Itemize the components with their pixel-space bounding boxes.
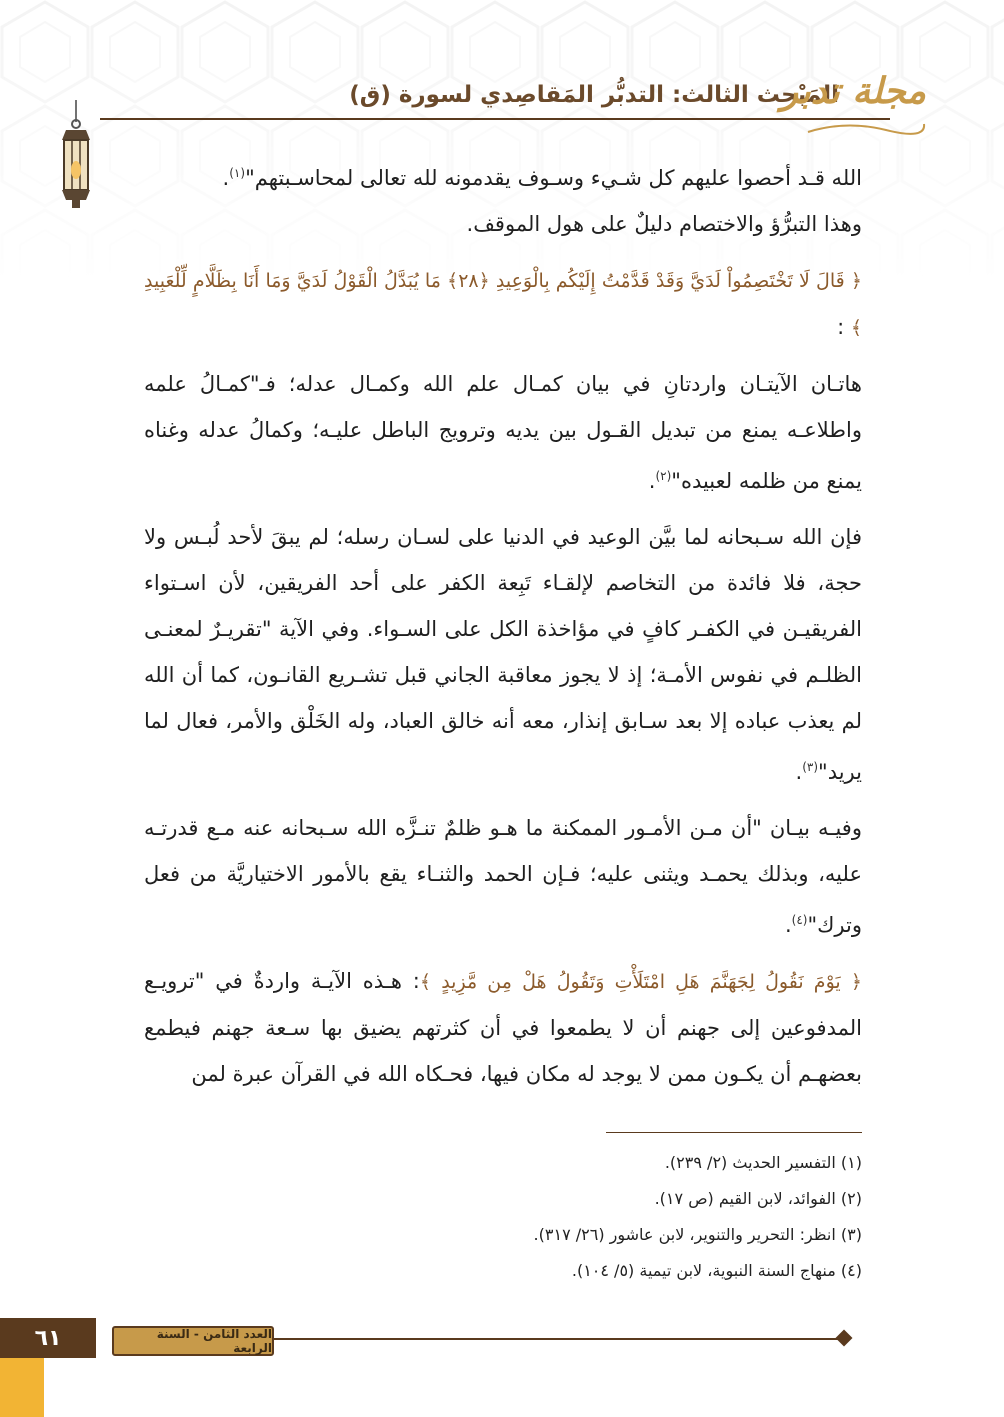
- paragraph-4: وفيـه بيـان "أن مـن الأمـور الممكنة ما هـو ظلمٌ تنـزَّه الله سـبحانه عنه مـع قدرتـه عليه، وبذلك يحمـد ويثنى عليه؛ فـإن الحمد والثنـاء يقع بالأمور الاختياريَّة من فعل وترك"$^{(٤)}$.: [144, 816, 862, 937]
- magazine-logo: مجلة تدبر: [780, 70, 926, 112]
- header-rule: [100, 118, 890, 120]
- footnote-item: (٢) الفوائد، لابن القيم (ص ١٧).: [654, 1189, 862, 1208]
- footnotes: [162, 1145, 862, 1289]
- footnote-ref[interactable]: (٤): [791, 913, 808, 927]
- side-strip: [0, 1358, 44, 1417]
- section-title: المَبْحث الثالث: التدبُّر المَقاصِدي لسورة (ق): [349, 82, 839, 108]
- logo-swash-icon: [806, 118, 926, 138]
- lantern-icon: [52, 100, 100, 220]
- page-number: ٦١: [0, 1318, 96, 1358]
- footnote-ref[interactable]: (٣): [802, 760, 819, 774]
- diamond-icon: [836, 1330, 853, 1347]
- quran-verse-block: ﴿ قَالَ لَا تَخْتَصِمُواْ لَدَيَّ وَقَدْ قَدَّمْتُ إِلَيْكُم بِالْوَعِيدِ ﴿٢٨﴾ مَا يُبَدَّلُ الْقَوْلُ لَدَيَّ وَمَا أَنَا بِظَلَّامٍ لِّلْعَبِيدِ ﴾ :: [144, 270, 862, 339]
- footnote-rule: [606, 1132, 862, 1133]
- paragraph-1: الله قـد أحصوا عليهم كل شـيء وسـوف يقدمونه لله تعالى لمحاسـبتهم"$^{(١)}$. وهذا التبرُّؤ والاختصام دليلٌ على هول الموقف.: [222, 166, 862, 236]
- paragraph-2: هاتـان الآيتـان واردتانِ في بيان كمـال علم الله وكمـال عدله؛ فـ"كمـالُ علمه واطلاعـه يمنع من تبديل القـول بين يديه وترويج الباطل عليـه؛ وكمالُ عدله وغناه يمنع من ظلمه لعبيده"$^{(٢)}$.: [144, 372, 862, 493]
- quran-verse: ﴿ قَالَ لَا تَخْتَصِمُواْ لَدَيَّ وَقَدْ قَدَّمْتُ إِلَيْكُم بِالْوَعِيدِ ﴿٢٨﴾ مَا يُبَدَّلُ الْقَوْلُ لَدَيَّ وَمَا أَنَا بِظَلَّامٍ لِّلْعَبِيدِ ﴾: [144, 270, 862, 339]
- footnote-item: (٣) انظر: التحرير والتنوير، لابن عاشور (٢٦/ ٣١٧).: [533, 1225, 862, 1244]
- issue-label: العدد الثامن - السنة الرابعة: [112, 1326, 274, 1356]
- footnote-item: (٤) منهاج السنة النبوية، لابن تيمية (٥/ ١٠٤).: [571, 1261, 862, 1280]
- article-body: [144, 150, 862, 1107]
- footnote-ref[interactable]: (١): [229, 166, 246, 180]
- footnote-ref[interactable]: (٢): [655, 469, 672, 483]
- paragraph-3: فإن الله سـبحانه لما بيَّن الوعيد في الدنيا على لسـان رسله؛ لم يبقَ لأحد لُبـس ولا حجة، فلا فائدة من التخاصم لإلقـاء تَبِعة الكفر على أحد الفريقين، لأن اسـتواء الفريقيـن في الكفـر كافٍ في مؤاخذة الكل على السـواء. وفي الآية "تقريـرٌ لمعنـى الظلـم في نفوس الأمـة؛ إذ لا يجوز معاقبة الجاني قبل تشـريع القانـون، كما أن الله لم يعذب عباده إلا بعد سـابق إنذار، معه أنه خالق العباد، وله الخَلْق والأمر، فعال لما يريد"$^{(٣)}$.: [144, 525, 862, 784]
- paragraph-5: ﴿ يَوْمَ نَقُولُ لِجَهَنَّمَ هَلِ امْتَلَأْتِ وَتَقُولُ هَلْ مِن مَّزِيدٍ ﴾: هـذه الآيـة واردةٌ في "ترويـع المدفوعين إلى جهنم أن لا يطمعوا في أن كثرتهم يضيق بها سـعة جهنم فيطمع بعضهـم أن يكـون ممن لا يوجد له مكان فيها، فحـكاه الله في القرآن عبرة لمن: [144, 969, 862, 1086]
- quran-verse: ﴿ يَوْمَ نَقُولُ لِجَهَنَّمَ هَلِ امْتَلَأْتِ وَتَقُولُ هَلْ مِن مَّزِيدٍ ﴾: [419, 971, 862, 993]
- footnote-item: (١) التفسير الحديث (٢/ ٢٣٩).: [664, 1153, 862, 1172]
- footer-rule: [272, 1338, 842, 1340]
